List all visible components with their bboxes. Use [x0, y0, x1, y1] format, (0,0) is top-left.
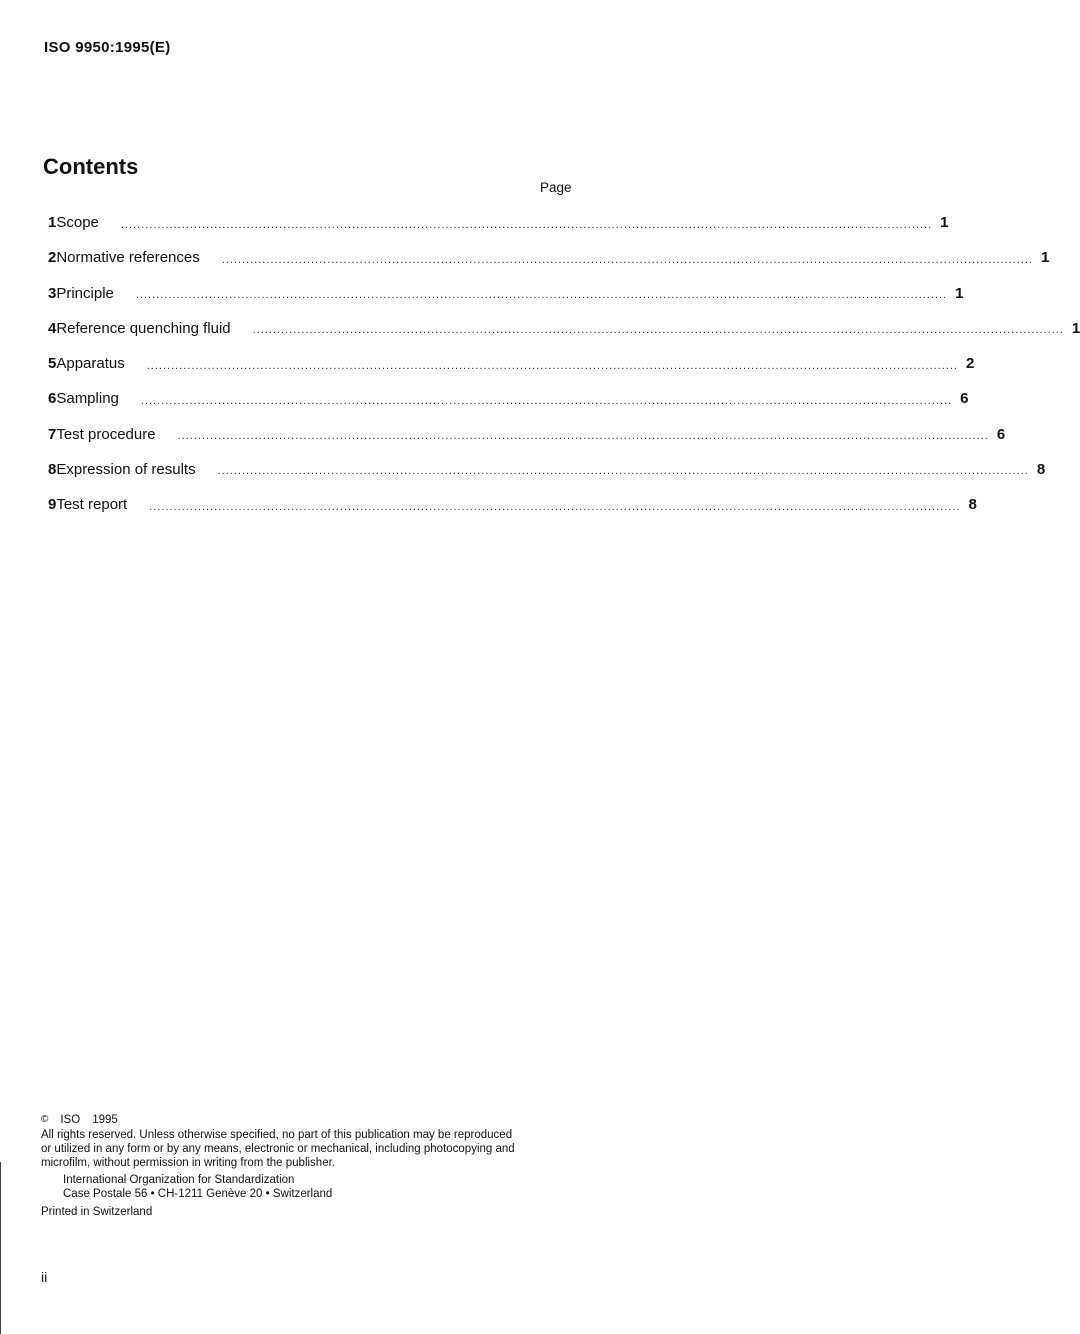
- toc-entry-title: Normative references: [56, 249, 200, 267]
- dot-leader: ........................................................................................................................................................................................................: [140, 394, 953, 407]
- organization-name: International Organization for Standardization: [63, 1174, 295, 1186]
- toc-entry[interactable]: [40, 276, 964, 311]
- printed-in: Printed in Switzerland: [41, 1206, 153, 1218]
- toc-entry-page: 8: [968, 496, 977, 514]
- toc-entry[interactable]: [40, 417, 1006, 452]
- contents-heading: Contents: [43, 154, 139, 179]
- toc-entry-page: 2: [965, 355, 975, 373]
- rights-line: All rights reserved. Unless otherwise specified, no part of this publication may be reproduced: [41, 1129, 513, 1141]
- dot-leader: ........................................................................................................................................................................................................: [120, 218, 933, 231]
- toc-entry[interactable]: [40, 487, 977, 522]
- toc-entry-number: 8: [48, 460, 57, 478]
- toc-entry[interactable]: [40, 240, 1050, 275]
- dot-leader: ........................................................................................................................................................................................................: [217, 465, 1029, 478]
- toc-entry-page: 8: [1036, 460, 1046, 478]
- page-number: ii: [41, 1269, 48, 1285]
- toc-entry-title: Test report: [56, 496, 128, 514]
- margin-rule: [0, 1162, 1, 1334]
- rights-line: or utilized in any form or by any means, electronic or mechanical, including photocopying and: [41, 1143, 515, 1155]
- rights-statement: [41, 1128, 581, 1170]
- copyright-line: [41, 1113, 581, 1127]
- toc-entry-page: 1: [1071, 319, 1080, 337]
- organization-address: [41, 1173, 581, 1201]
- copyright-year: 1995: [92, 1114, 118, 1126]
- toc-entry-title: Expression of results: [56, 460, 196, 478]
- toc-entry[interactable]: [40, 452, 1046, 487]
- toc-entry[interactable]: [40, 205, 949, 240]
- toc-entry[interactable]: [40, 346, 975, 381]
- dot-leader: ........................................................................................................................................................................................................: [177, 430, 989, 443]
- toc-entry[interactable]: [40, 311, 1080, 346]
- dot-leader: ........................................................................................................................................................................................................: [252, 324, 1064, 337]
- toc-entry[interactable]: [40, 381, 969, 416]
- rights-line: microfilm, without permission in writing from the publisher.: [41, 1157, 335, 1169]
- toc-entry-title: Test procedure: [56, 425, 156, 443]
- dot-leader: ........................................................................................................................................................................................................: [221, 253, 1033, 266]
- toc-entry-number: 1: [48, 214, 57, 232]
- toc-entry-page: 1: [940, 214, 949, 232]
- toc-entry-title: Scope: [56, 214, 99, 232]
- toc-entry-number: 5: [48, 355, 57, 373]
- dot-leader: ........................................................................................................................................................................................................: [135, 289, 948, 302]
- copyright-symbol: ©: [41, 1114, 49, 1125]
- toc-entry-page: 1: [955, 284, 964, 302]
- toc-entry-number: 4: [48, 319, 57, 337]
- toc-entry-number: 6: [48, 390, 57, 408]
- toc-entry-title: Sampling: [56, 390, 119, 408]
- toc-entry-page: 6: [996, 425, 1006, 443]
- document-identifier: ISO 9950:1995(E): [44, 39, 171, 56]
- toc-entry-title: Principle: [56, 284, 114, 302]
- copyright-notice: [41, 1113, 581, 1219]
- toc-entry-title: Reference quenching fluid: [56, 319, 231, 337]
- toc-entry-number: 9: [48, 496, 57, 514]
- toc-entry-number: 7: [48, 425, 57, 443]
- page-column-label: Page: [540, 180, 572, 195]
- table-of-contents: [40, 205, 1080, 522]
- toc-entry-page: 6: [960, 390, 969, 408]
- dot-leader: ........................................................................................................................................................................................................: [146, 359, 958, 372]
- postal-address: Case Postale 56 • CH-1211 Genève 20 • Switzerland: [63, 1188, 333, 1200]
- toc-entry-page: 1: [1040, 249, 1050, 267]
- toc-entry-title: Apparatus: [56, 355, 125, 373]
- toc-entry-number: 3: [48, 284, 57, 302]
- toc-entry-number: 2: [48, 249, 57, 267]
- dot-leader: ........................................................................................................................................................................................................: [149, 500, 961, 513]
- copyright-owner: ISO: [60, 1114, 81, 1126]
